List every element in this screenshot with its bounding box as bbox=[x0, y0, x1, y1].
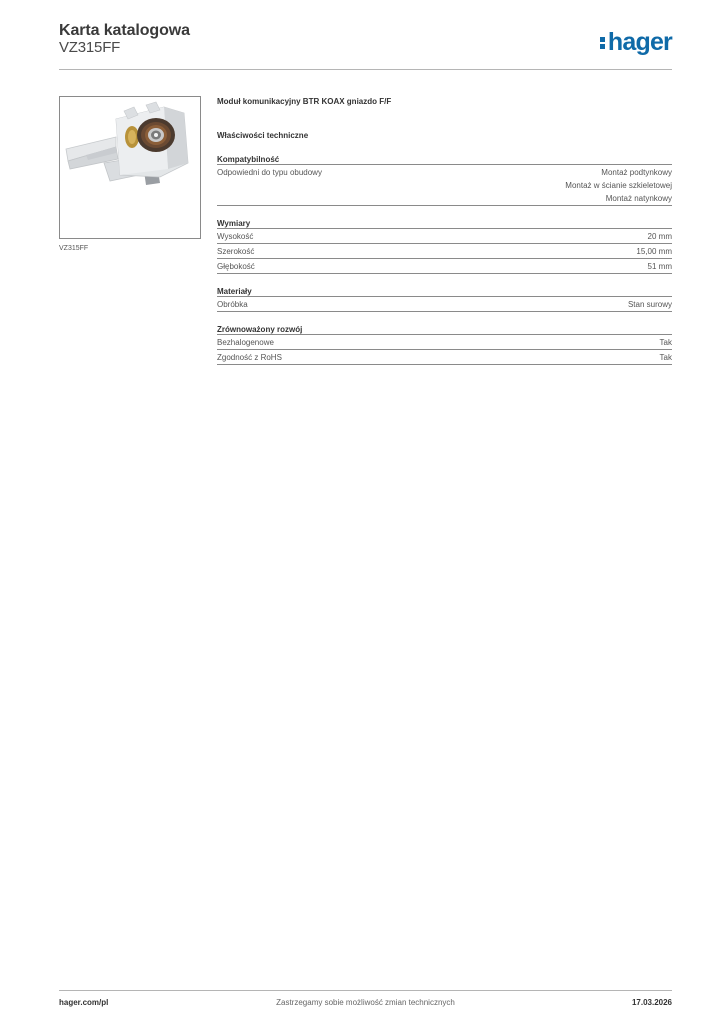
page-footer bbox=[59, 990, 672, 1009]
spec-value bbox=[660, 350, 672, 364]
spec-value bbox=[648, 229, 672, 243]
spec-value-line: Montaż w ścianie szkieletowej bbox=[565, 181, 672, 190]
spec-label: Obróbka bbox=[217, 300, 248, 309]
spec-label: Głębokość bbox=[217, 262, 255, 271]
spec-row bbox=[217, 244, 672, 259]
spec-value bbox=[628, 297, 672, 311]
section-title: Materiały bbox=[217, 286, 672, 297]
spec-row bbox=[217, 259, 672, 274]
section-title: Zrównoważony rozwój bbox=[217, 324, 672, 335]
coax-module-illustration bbox=[60, 97, 201, 239]
spec-row bbox=[217, 165, 672, 206]
specification-panel bbox=[217, 96, 672, 365]
spec-label: Szerokość bbox=[217, 247, 255, 256]
spec-value-line: Montaż podtynkowy bbox=[601, 168, 672, 177]
logo-colon-icon bbox=[600, 31, 606, 53]
product-name: Moduł komunikacyjny BTR KOAX gniazdo F/F bbox=[217, 97, 392, 106]
document-title: Karta katalogowa bbox=[59, 22, 190, 39]
technical-properties-heading: Właściwości techniczne bbox=[217, 131, 309, 140]
spec-value bbox=[660, 335, 672, 349]
spec-value-line: 51 mm bbox=[647, 262, 672, 271]
footer-website: hager.com/pl bbox=[59, 998, 109, 1007]
section-title: Wymiary bbox=[217, 218, 672, 229]
spec-value-line: Tak bbox=[659, 338, 672, 347]
spec-row bbox=[217, 229, 672, 244]
spec-label: Wysokość bbox=[217, 232, 254, 241]
product-image bbox=[59, 96, 201, 239]
spec-value bbox=[648, 259, 672, 273]
spec-value-line: 20 mm bbox=[647, 232, 672, 241]
section-sustainability bbox=[217, 324, 672, 365]
header-divider bbox=[59, 69, 672, 70]
spec-value-line: Montaż natynkowy bbox=[605, 194, 672, 203]
hager-logo bbox=[600, 28, 672, 56]
spec-row bbox=[217, 297, 672, 312]
spec-value bbox=[565, 165, 672, 205]
spec-value-line: Tak bbox=[659, 353, 672, 362]
spec-row bbox=[217, 350, 672, 365]
spec-value bbox=[636, 244, 672, 258]
footer-disclaimer: Zastrzegamy sobie możliwość zmian technicznych bbox=[276, 998, 455, 1007]
logo-text: hager bbox=[607, 27, 672, 56]
spec-label: Bezhalogenowe bbox=[217, 338, 274, 347]
spec-value-line: Stan surowy bbox=[627, 300, 672, 309]
image-caption: VZ315FF bbox=[59, 245, 89, 252]
spec-value-line: 15,00 mm bbox=[636, 247, 672, 256]
page-header bbox=[59, 20, 672, 70]
section-materials bbox=[217, 286, 672, 312]
section-dimensions bbox=[217, 218, 672, 274]
spec-row bbox=[217, 335, 672, 350]
section-compatibility bbox=[217, 154, 672, 206]
product-code: VZ315FF bbox=[59, 39, 121, 56]
spec-label: Zgodność z RoHS bbox=[217, 353, 282, 362]
spec-label: Odpowiedni do typu obudowy bbox=[217, 168, 322, 177]
section-title: Kompatybilność bbox=[217, 154, 672, 165]
footer-date: 17.03.2026 bbox=[631, 998, 672, 1007]
